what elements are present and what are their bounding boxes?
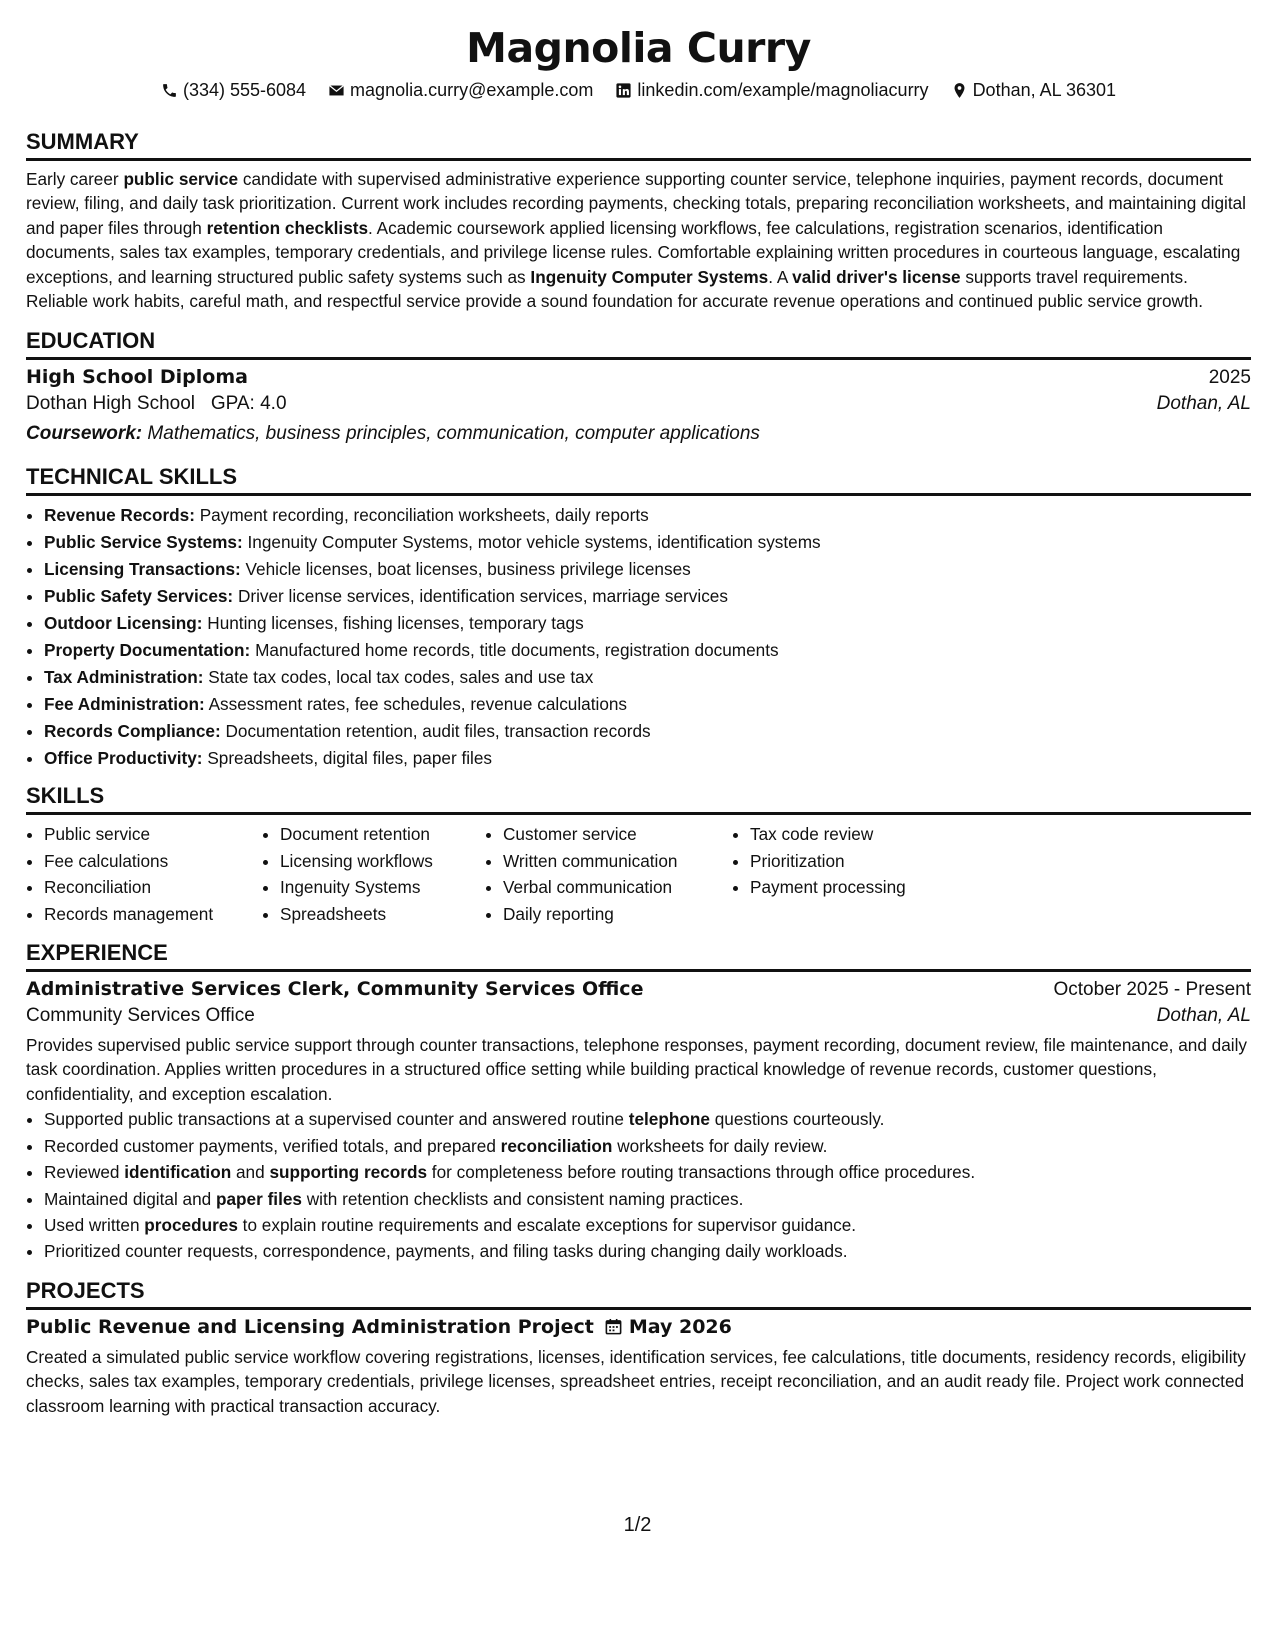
list-item: • Office Productivity: Spreadsheets, digital files, paper files bbox=[44, 745, 1251, 772]
list-item: • Verbal communication bbox=[503, 874, 732, 900]
map-pin-icon bbox=[951, 82, 968, 99]
section-title: TECHNICAL SKILLS bbox=[26, 463, 1251, 496]
projects-section bbox=[26, 1277, 1251, 1418]
experience-section bbox=[26, 939, 1251, 1265]
coursework-text: Mathematics, business principles, communication, computer applications bbox=[147, 423, 760, 445]
list-item: • Licensing workflows bbox=[280, 848, 485, 874]
list-item: • Used written procedures to explain routine requirements and escalate exceptions for supervisor guidance. bbox=[44, 1212, 1251, 1238]
list-item: • Prioritization bbox=[750, 848, 970, 874]
school-name: Dothan High School bbox=[26, 393, 195, 415]
list-item: • Ingenuity Systems bbox=[280, 874, 485, 900]
list-item: • Tax Administration: State tax codes, local tax codes, sales and use tax bbox=[44, 664, 1251, 691]
contact-location bbox=[951, 78, 1116, 102]
contact-bar bbox=[26, 78, 1251, 102]
degree: High School Diploma bbox=[26, 366, 248, 389]
phone-text: (334) 555-6084 bbox=[182, 80, 307, 100]
calendar-icon bbox=[604, 1317, 623, 1341]
coursework bbox=[26, 419, 1251, 449]
linkedin-icon bbox=[615, 82, 632, 99]
list-item: • Fee Administration: Assessment rates, fee schedules, revenue calculations bbox=[44, 691, 1251, 718]
envelope-icon bbox=[328, 82, 345, 99]
list-item: • Daily reporting bbox=[503, 901, 732, 927]
list-item: • Fee calculations bbox=[44, 848, 262, 874]
list-item: • Customer service bbox=[503, 821, 732, 847]
experience-bullets bbox=[26, 1106, 1251, 1264]
section-title: EDUCATION bbox=[26, 327, 1251, 360]
section-title: SUMMARY bbox=[26, 128, 1251, 161]
job-description: Provides supervised public service support through counter transactions, telephone responses, payment recording, document review, file maintenance, and daily task coordination. Applies written procedures in a structured office setting while building practical knowledge of revenue records, customer questions, confidentiality, and exception escalation. bbox=[26, 1035, 1247, 1104]
technical-skills-section bbox=[26, 463, 1251, 772]
list-item: • Licensing Transactions: Vehicle licenses, boat licenses, business privilege licenses bbox=[44, 556, 1251, 583]
list-item: • Written communication bbox=[503, 848, 732, 874]
project-description: Created a simulated public service workflow covering registrations, licenses, identification services, fee calculations, title documents, residency records, eligibility checks, sales tax examples, temporary credentials, privilege licenses, spreadsheet entries, receipt reconciliation, and an audit ready file. Project work connected classroom learning with practical transaction accuracy. bbox=[26, 1346, 1246, 1416]
job-dates: October 2025 - Present bbox=[1053, 979, 1251, 1001]
list-item: • Records Compliance: Documentation retention, audit files, transaction records bbox=[44, 718, 1251, 745]
technical-skills-list bbox=[26, 502, 1251, 772]
phone-icon bbox=[161, 82, 178, 99]
list-item: • Public Service Systems: Ingenuity Computer Systems, motor vehicle systems, identification systems bbox=[44, 529, 1251, 556]
list-item: • Prioritized counter requests, correspondence, payments, and filing tasks during changing daily workloads. bbox=[44, 1238, 1251, 1264]
list-item: • Supported public transactions at a supervised counter and answered routine telephone questions courteously. bbox=[44, 1106, 1251, 1132]
email-text: magnolia.curry@example.com bbox=[350, 80, 594, 100]
list-item: • Recorded customer payments, verified totals, and prepared reconciliation worksheets for daily review. bbox=[44, 1133, 1251, 1159]
candidate-name: Magnolia Curry bbox=[466, 24, 811, 72]
gpa: GPA: 4.0 bbox=[210, 393, 287, 415]
list-item: • Reconciliation bbox=[44, 874, 262, 900]
organization: Community Services Office bbox=[26, 1005, 255, 1027]
skills-column bbox=[732, 821, 970, 927]
section-title: SKILLS bbox=[26, 782, 1251, 815]
project-header bbox=[26, 1316, 1251, 1341]
summary-section bbox=[26, 128, 1251, 313]
list-item: • Public Safety Services: Driver license services, identification services, marriage services bbox=[44, 583, 1251, 610]
list-item: • Tax code review bbox=[750, 821, 970, 847]
list-item: • Document retention bbox=[280, 821, 485, 847]
education-section bbox=[26, 327, 1251, 449]
graduation-year: 2025 bbox=[1208, 367, 1251, 389]
list-item: • Spreadsheets bbox=[280, 901, 485, 927]
location-text: Dothan, AL 36301 bbox=[972, 80, 1117, 100]
list-item: • Property Documentation: Manufactured home records, title documents, registration documents bbox=[44, 637, 1251, 664]
list-item: • Outdoor Licensing: Hunting licenses, fishing licenses, temporary tags bbox=[44, 610, 1251, 637]
school-location: Dothan, AL bbox=[1156, 393, 1251, 415]
section-title: EXPERIENCE bbox=[26, 939, 1251, 972]
skills-section bbox=[26, 782, 1251, 927]
page-number: 1/2 bbox=[623, 1514, 652, 1536]
list-item: • Reviewed identification and supporting records for completeness before routing transactions through office procedures. bbox=[44, 1159, 1251, 1185]
education-details bbox=[26, 389, 1251, 419]
experience-header bbox=[26, 978, 1251, 1001]
education-header bbox=[26, 366, 1251, 389]
summary-text: Early career public service candidate with supervised administrative experience supporting counter service, telephone inquiries, payment records, document review, filing, and daily task prioritization. Current work includes recording payments, checking totals, preparing reconciliation worksheets, and maintaining digital and paper files through retention checklists. Academic coursework applied licensing workflows, fee calculations, registration scenarios, identification documents, sales tax examples, temporary credentials, and privilege license rules. Comfortable explaining written procedures in courteous language, escalating exceptions, and learning structured public safety systems such as Ingenuity Computer Systems. A valid driver's license supports travel requirements. Reliable work habits, careful math, and respectful service provide a sound foundation for accurate revenue operations and continued public service growth. bbox=[26, 169, 1246, 312]
contact-email[interactable] bbox=[328, 78, 593, 102]
list-item: • Public service bbox=[44, 821, 262, 847]
skills-grid bbox=[26, 821, 1251, 927]
list-item: • Revenue Records: Payment recording, reconciliation worksheets, daily reports bbox=[44, 502, 1251, 529]
project-date: May 2026 bbox=[628, 1315, 732, 1338]
job-title: Administrative Services Clerk, Community Services Office bbox=[26, 978, 644, 1001]
section-title: PROJECTS bbox=[26, 1277, 1251, 1310]
project-name: Public Revenue and Licensing Administration Project bbox=[26, 1315, 594, 1338]
linkedin-text: linkedin.com/example/magnoliacurry bbox=[637, 80, 929, 100]
list-item: • Records management bbox=[44, 901, 262, 927]
contact-phone[interactable] bbox=[161, 78, 306, 102]
coursework-label: Coursework: bbox=[26, 423, 143, 445]
skills-column bbox=[262, 821, 485, 927]
skills-column bbox=[485, 821, 732, 927]
contact-linkedin[interactable] bbox=[615, 78, 928, 102]
resume-page bbox=[26, 22, 1251, 1418]
list-item: • Payment processing bbox=[750, 874, 970, 900]
list-item: • Maintained digital and paper files with retention checklists and consistent naming practices. bbox=[44, 1186, 1251, 1212]
experience-org-row bbox=[26, 1001, 1251, 1031]
job-location: Dothan, AL bbox=[1156, 1005, 1251, 1027]
skills-column bbox=[26, 821, 262, 927]
